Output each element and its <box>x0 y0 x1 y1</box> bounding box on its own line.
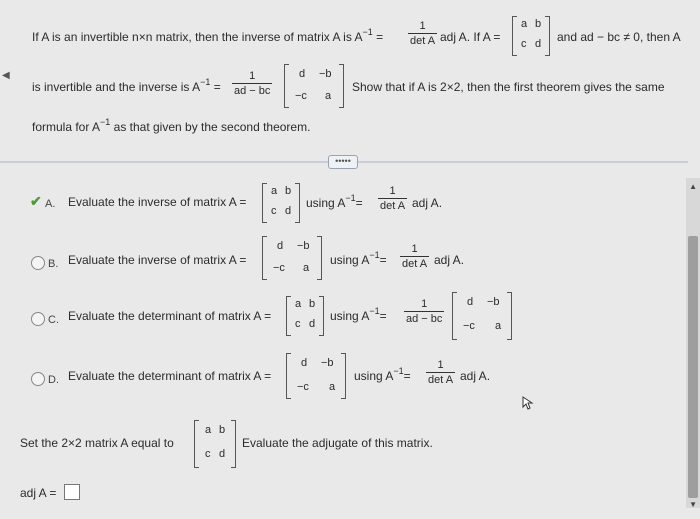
matrix-adjugate: d −b −c a <box>284 64 344 108</box>
scroll-up-icon[interactable]: ▲ <box>689 182 697 191</box>
option-b-tail: adj A. <box>434 253 465 267</box>
answer-input[interactable] <box>64 484 80 500</box>
collapse-arrow-icon[interactable]: ◀ <box>2 70 10 81</box>
question-line-2: is invertible and the inverse is $A^{-1}$ = <box>32 77 221 94</box>
scrollbar-thumb[interactable] <box>688 236 698 498</box>
question-line-3: formula for $A^{-1}$ as that given by the second theorem. <box>32 117 311 134</box>
option-d-letter: D. <box>48 374 59 386</box>
option-a-text[interactable]: Evaluate the inverse of matrix A = <box>68 195 247 209</box>
evaluate-adjugate-text: Evaluate the adjugate of this matrix. <box>242 436 433 450</box>
option-a-fraction: 1 det A <box>380 185 406 212</box>
option-b-radio[interactable] <box>31 256 45 270</box>
option-a-letter: A. <box>45 198 56 210</box>
option-b-text[interactable]: Evaluate the inverse of matrix A = <box>68 253 247 267</box>
option-d-radio[interactable] <box>31 372 45 386</box>
option-b-matrix: d −b −c a <box>262 236 322 280</box>
option-c-matrix: a b c d <box>286 296 324 336</box>
fraction-1-over-detA: 1 det A <box>410 20 436 47</box>
option-d-text[interactable]: Evaluate the determinant of matrix A = <box>68 369 272 383</box>
condition-text: and ad − bc ≠ 0, then A <box>557 30 681 44</box>
option-c-adj-matrix: d −b −c a <box>452 292 512 340</box>
expand-ellipsis-button[interactable]: ••••• <box>328 155 358 169</box>
mouse-cursor-icon <box>522 396 534 410</box>
option-c-radio[interactable] <box>31 312 45 326</box>
option-d-using: using $A^{-1}=$ <box>354 366 411 383</box>
question-line-1: If A is an invertible n×n matrix, then the inverse of matrix A is $A^{-1}$ = <box>32 27 384 44</box>
option-b-letter: B. <box>48 258 59 270</box>
step-matrix: a b c d <box>194 420 236 468</box>
answer-label: adj A = <box>20 486 57 500</box>
matrix-A-abcd: a b c d <box>512 16 550 56</box>
option-c-letter: C. <box>48 314 59 326</box>
option-b-fraction: 1 det A <box>402 243 428 270</box>
checkmark-icon: ✔ <box>30 193 42 209</box>
option-a-matrix: a b c d <box>262 183 300 223</box>
scroll-down-icon[interactable]: ▼ <box>689 500 697 509</box>
option-b-using: using $A^{-1}=$ <box>330 250 387 267</box>
set-matrix-text: Set the 2×2 matrix A equal to <box>20 436 174 450</box>
show-text: Show that if A is 2×2, then the first theorem gives the same <box>352 80 665 94</box>
adjA-if-text: adj A. If A = <box>440 30 501 44</box>
option-a-using: using $A^{-1}=$ <box>306 193 363 210</box>
option-c-using: using $A^{-1}=$ <box>330 306 387 323</box>
option-a-tail: adj A. <box>412 196 443 210</box>
option-c-fraction: 1 ad − bc <box>406 298 443 325</box>
fraction-1-over-adbc: 1 ad − bc <box>234 70 271 97</box>
option-d-matrix: d −b −c a <box>286 353 346 399</box>
option-d-fraction: 1 det A <box>428 359 454 386</box>
option-c-text[interactable]: Evaluate the determinant of matrix A = <box>68 309 272 323</box>
option-d-tail: adj A. <box>460 369 491 383</box>
